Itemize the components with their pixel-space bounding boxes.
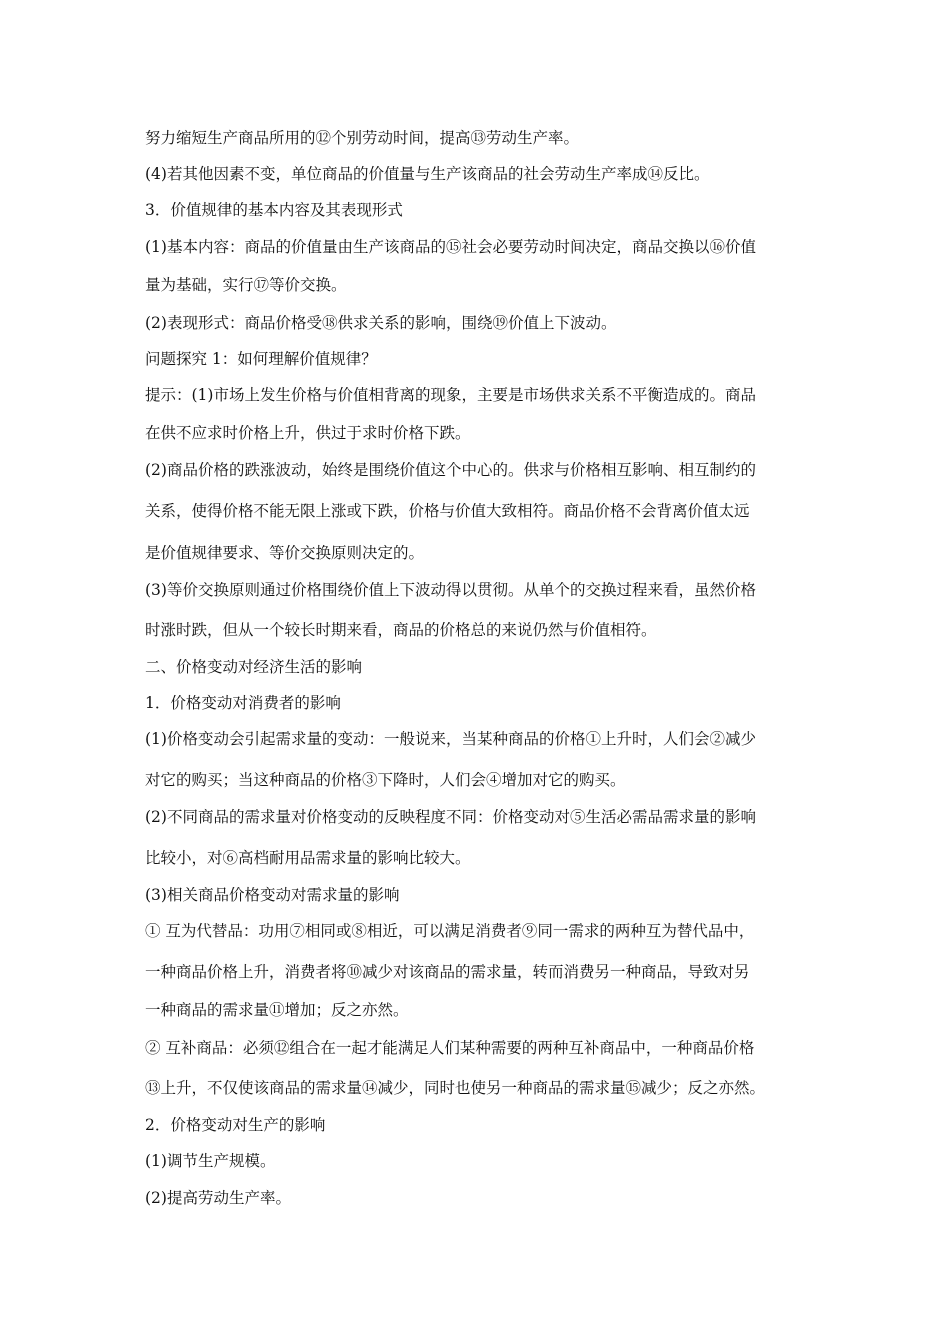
text-line: 关系，使得价格不能无限上涨或下跌，价格与价值大致相符。商品价格不会背离价值太远 [145, 502, 750, 520]
text-line: (4)若其他因素不变，单位商品的价值量与生产该商品的社会劳动生产率成⑭反比。 [145, 165, 710, 183]
section-heading: 二、价格变动对经济生活的影响 [145, 658, 363, 676]
text-line: ⑬上升，不仅使该商品的需求量⑭减少，同时也使另一种商品的需求量⑮减少；反之亦然。 [145, 1079, 766, 1097]
text-line: (1)调节生产规模。 [145, 1152, 276, 1170]
text-line: ① 互为代替品：功用⑦相同或⑧相近，可以满足消费者⑨同一需求的两种互为替代品中， [145, 922, 755, 940]
text-line: 是价值规律要求、等价交换原则决定的。 [145, 544, 425, 562]
section-heading: 3．价值规律的基本内容及其表现形式 [145, 201, 403, 219]
text-line: (1)价格变动会引起需求量的变动：一般说来，当某种商品的价格①上升时，人们会②减少 [145, 730, 756, 748]
text-line: ② 互补商品：必须⑫组合在一起才能满足人们某种需要的两种互补商品中，一种商品价格 [145, 1039, 755, 1057]
text-line: (3)等价交换原则通过价格围绕价值上下波动得以贯彻。从单个的交换过程来看，虽然价格 [145, 581, 756, 599]
section-heading: 2．价格变动对生产的影响 [145, 1116, 326, 1134]
text-line: 在供不应求时价格上升，供过于求时价格下跌。 [145, 424, 471, 442]
text-line: 对它的购买；当这种商品的价格③下降时，人们会④增加对它的购买。 [145, 771, 626, 789]
text-line: 比较小，对⑥高档耐用品需求量的影响比较大。 [145, 849, 471, 867]
text-line: (2)不同商品的需求量对价格变动的反映程度不同：价格变动对⑤生活必需品需求量的影响 [145, 808, 756, 826]
text-line: (2)提高劳动生产率。 [145, 1189, 291, 1207]
section-heading: 1．价格变动对消费者的影响 [145, 694, 341, 712]
text-line: 努力缩短生产商品所用的⑫个别劳动时间，提高⑬劳动生产率。 [145, 129, 580, 147]
text-line: (1)基本内容：商品的价值量由生产该商品的⑮社会必要劳动时间决定，商品交换以⑯价值 [145, 238, 756, 256]
text-line: (3)相关商品价格变动对需求量的影响 [145, 886, 400, 904]
text-line: (2)商品价格的跌涨波动，始终是围绕价值这个中心的。供求与价格相互影响、相互制约的 [145, 461, 756, 479]
question-heading: 问题探究 1：如何理解价值规律？ [145, 350, 377, 368]
text-line: 一种商品的需求量⑪增加；反之亦然。 [145, 1001, 409, 1019]
text-line: 提示：(1)市场上发生价格与价值相背离的现象，主要是市场供求关系不平衡造成的。商品 [145, 386, 756, 404]
text-line: 量为基础，实行⑰等价交换。 [145, 276, 347, 294]
text-line: 时涨时跌，但从一个较长时期来看，商品的价格总的来说仍然与价值相符。 [145, 621, 657, 639]
text-line: 一种商品价格上升，消费者将⑩减少对该商品的需求量，转而消费另一种商品，导致对另 [145, 963, 750, 981]
text-line: (2)表现形式：商品价格受⑱供求关系的影响，围绕⑲价值上下波动。 [145, 314, 617, 332]
